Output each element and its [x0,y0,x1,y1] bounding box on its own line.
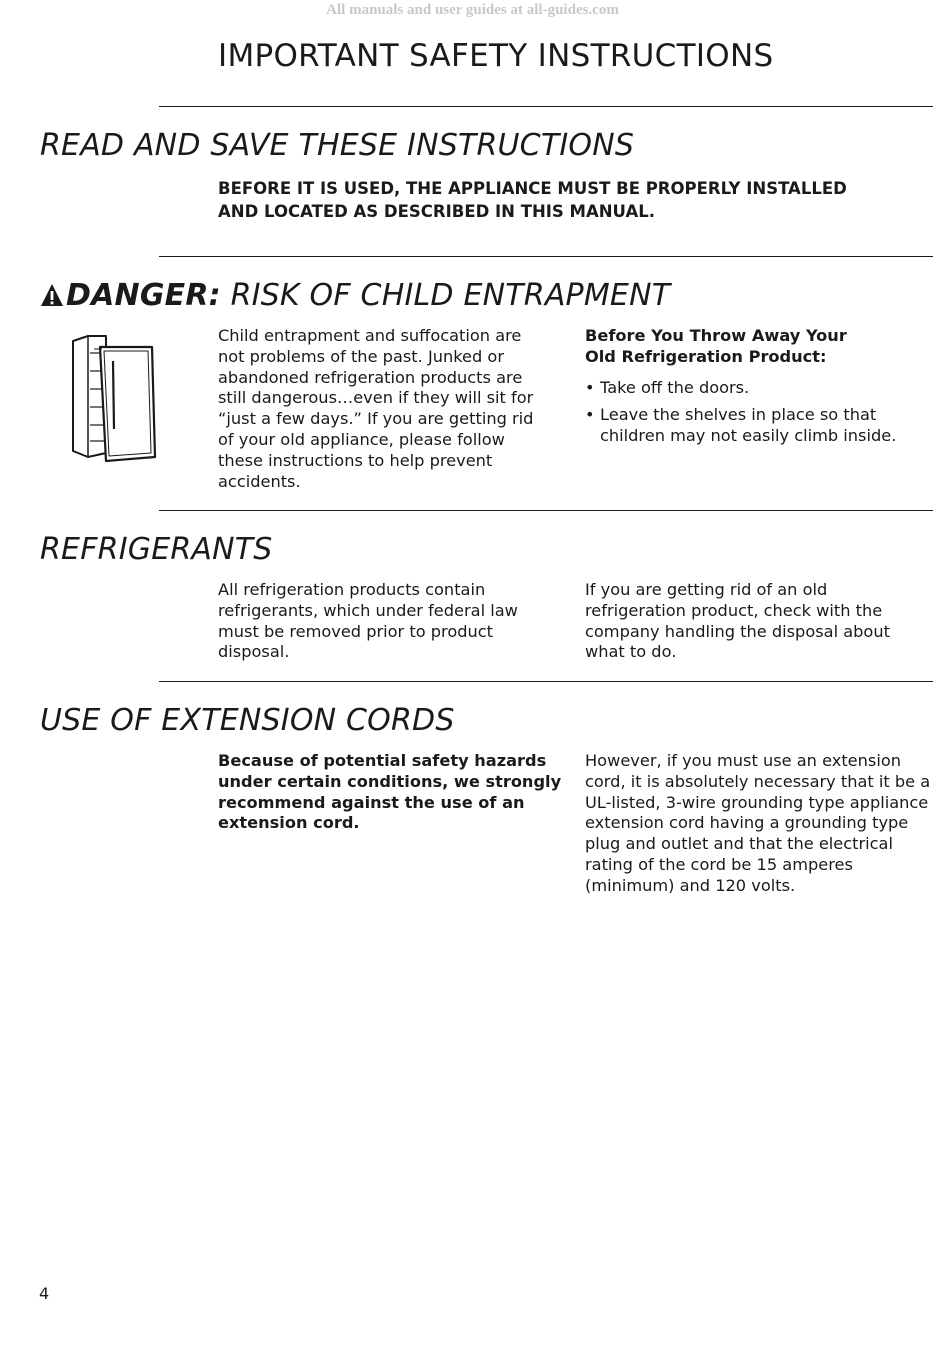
open-refrigerator-illustration [66,333,160,463]
disposal-instructions [585,326,930,454]
read-save-title: READ AND SAVE THESE INSTRUCTIONS [40,128,635,163]
bullet-text: Take off the doors. [600,377,750,397]
divider [159,510,933,511]
watermark: All manuals and user guides at all-guides.com [326,2,619,18]
bullet-icon: • [585,405,595,425]
disposal-heading: Before You Throw Away Your Old Refrigeration Product: [585,326,847,366]
warning-triangle-icon [40,280,64,315]
install-notice-line2: AND LOCATED AS DESCRIBED IN THIS MANUAL. [218,202,655,221]
bullet-icon: • [585,377,595,397]
divider [159,681,933,682]
danger-title-text: RISK OF CHILD ENTRAPMENT [230,278,671,313]
extension-warning-text: Because of potential safety hazards under certain conditions, we strongly recommend against the use of an extension cord. [218,751,562,833]
refrigerants-title: REFRIGERANTS [40,532,273,567]
refrigerants-right-text: If you are getting rid of an old refrigeration product, check with the company handling the disposal about what to do. [585,580,890,662]
danger-label: DANGER: [66,278,221,313]
divider [159,106,933,107]
extension-requirements-text: However, if you must use an extension cord, it is absolutely necessary that it be a UL-listed, 3-wire grounding type appliance extension cord having a grounding type plug and outlet and that the electrical rating of the cord be 15 amperes (minimum) and 120 volts. [585,751,931,895]
disposal-bullet-list [585,378,930,447]
extension-title: USE OF EXTENSION CORDS [40,703,455,738]
list-item [585,378,930,399]
divider [159,256,933,257]
danger-title [40,278,670,315]
list-item [585,405,930,447]
install-notice [218,177,858,223]
refrigerants-left-text: All refrigeration products contain refrigerants, which under federal law must be removed prior to product disposal. [218,580,518,662]
page-title: IMPORTANT SAFETY INSTRUCTIONS [218,38,774,74]
entrapment-paragraph: Child entrapment and suffocation are not problems of the past. Junked or abandoned refrigeration products are still dangerous…even if they will sit for “just a few days.” If you are getting rid of your old appliance, please follow these instructions to help prevent accidents. [218,326,534,491]
install-notice-line1: BEFORE IT IS USED, THE APPLIANCE MUST BE PROPERLY INSTALLED [218,179,847,198]
bullet-text: Leave the shelves in place so that children may not easily climb inside. [600,405,897,446]
page-number: 4 [39,1284,50,1303]
